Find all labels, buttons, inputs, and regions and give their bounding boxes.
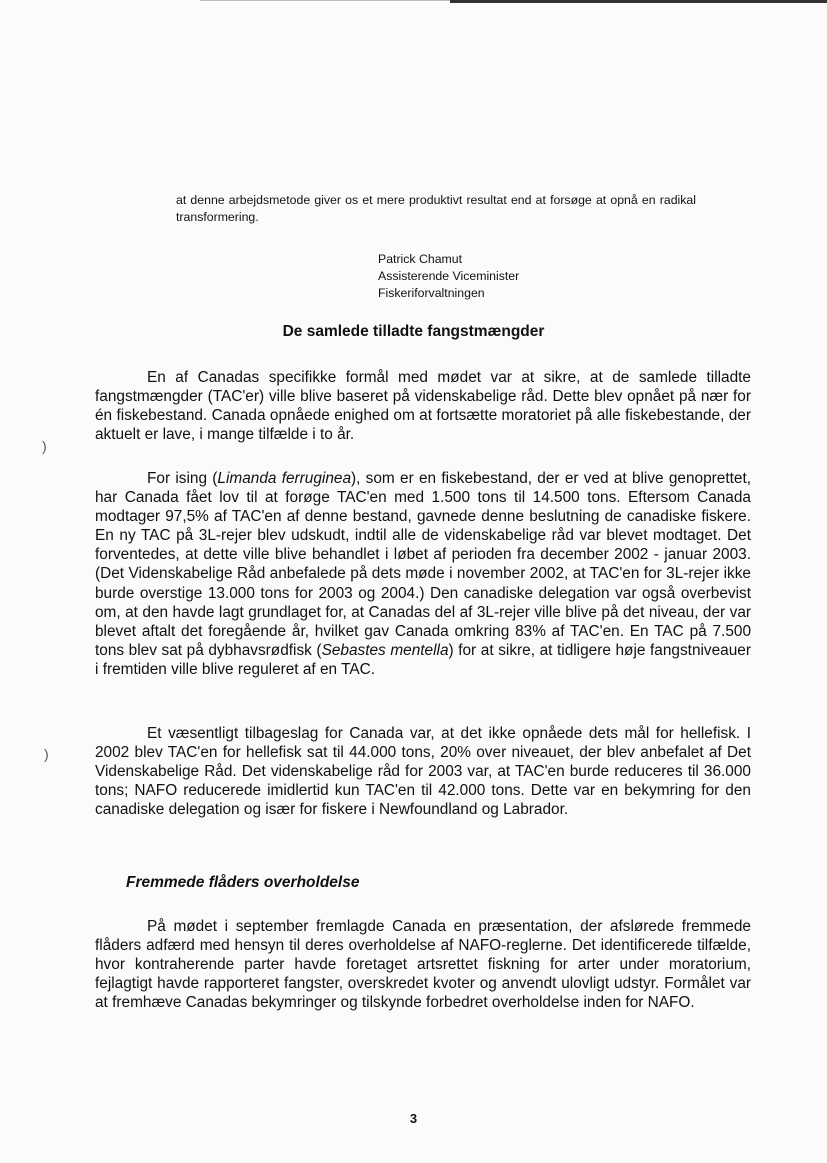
species-name: Limanda ferruginea <box>217 470 352 487</box>
signature-title: Assisterende Viceminister <box>378 269 520 283</box>
species-name: Sebastes mentella <box>321 641 449 659</box>
paragraph-2-start: For ising ( <box>147 470 218 487</box>
margin-mark: ) <box>42 438 47 454</box>
page-number: 3 <box>409 1111 418 1126</box>
paragraph-2-end: ) for at sikre, at tidligere høje fangstniveauer i fremtiden ville blive reguleret af en TAC. <box>95 641 751 678</box>
signature-name: Patrick Chamut <box>378 252 463 266</box>
scan-edge-bar <box>450 0 827 3</box>
scan-edge-line <box>200 0 450 1</box>
margin-mark: ) <box>44 746 49 762</box>
signature-block <box>378 251 519 302</box>
paragraph-2 <box>95 469 751 679</box>
paragraph-1: En af Canadas specifikke formål med mødet var at sikre, at de samlede tilladte fangstmængder (TAC'er) ville blive baseret på videnskabelige råd. Dette blev opnået på nær for én fiskebestand. Canada opnåede enighed om at fortsætte moratoriet på alle fiskebestande, der aktuelt er lave, i mange tilfælde i to år. <box>95 369 751 444</box>
section-heading-compliance: Fremmede flåders overholdelse <box>126 874 360 891</box>
paragraph-3: Et væsentligt tilbageslag for Canada var, at det ikke opnåede dets mål for hellefisk. I 2002 blev TAC'en for hellefisk sat til 44.000 tons, 20% over niveauet, der blev anbefalet af Det Videnskabelige Råd. Det videnskabelige råd for 2003 var, at TAC'en burde reduceres til 36.000 tons; NAFO reducerede imidlertid kun TAC'en til 42.000 tons. Dette var en bekymring for den canadiske delegation og især for fiskere i Newfoundland og Labrador. <box>95 725 751 819</box>
paragraph-4: På mødet i september fremlagde Canada en præsentation, der afslørede fremmede flåders adfærd med hensyn til deres overholdelse af NAFO-reglerne. Det identificerede tilfælde, hvor kontraherende parter havde foretaget artsrettet fiskning for arter under moratorium, fejlagtigt havde rapporteret fangster, overskredet kvoter og anvendt ulovligt udstyr. Formålet var at fremhæve Canadas bekymringer og tilskynde forbedret overholdelse inden for NAFO. <box>95 918 751 1012</box>
paragraph-2-middle: ), som er en fiskebestand, der er ved at blive genoprettet, har Canada fået lov til at forøge TAC'en med 1.500 tons til 14.500 tons. Eftersom Canada modtager 97,5% af TAC'en af denne bestand, gavnede denne beslutning de canadiske fiskere. En ny TAC på 3L-rejer blev udskudt, indtil alle de videnskabelige råd var blevet modtaget. Det forventedes, at dette ville blive behandlet i løbet af perioden fra december 2002 - januar 2003. (Det Videnskabelige Råd anbefalede på dets møde i november 2002, at TAC'en for 3L-rejer ikke burde overstige 13.000 tons for 2003 og 2004.) Den canadiske delegation var også overbevist om, at den havde lagt grundlaget for, at Canadas del af 3L-rejer ville blive på det niveau, der var blevet aftalt det foregående år, hvilket gav Canada omkring 83% af TAC'en. En TAC på 7.500 tons blev sat på dybhavsrødfisk ( <box>95 470 752 659</box>
section-heading-tac: De samlede tilladte fangstmængder <box>282 323 545 340</box>
signature-department: Fiskeriforvaltningen <box>378 286 485 300</box>
intro-text: at denne arbejdsmetode giver os et mere produktivt resultat end at forsøge at opnå en radikal transformering. <box>176 193 696 224</box>
